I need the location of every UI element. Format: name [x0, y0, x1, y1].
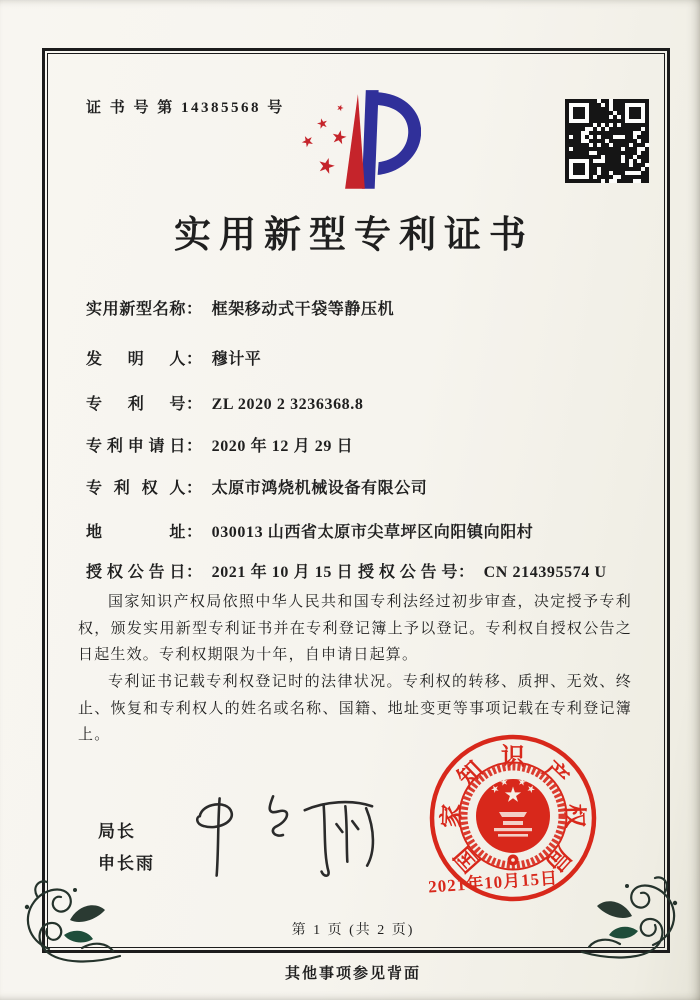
seal-date: 2021年10月15日 [427, 868, 559, 897]
logo-stars [300, 104, 348, 175]
colon: ： [186, 396, 203, 413]
colon: ： [458, 564, 475, 581]
seal-text-ring: 国 家 知 识 产 权 局 [439, 744, 587, 877]
signer-block [98, 816, 155, 881]
field-value: ZL 2020 2 3236368.8 [211, 396, 364, 413]
field-utility-model-name [86, 296, 394, 319]
field-address [86, 519, 533, 542]
colon: ： [186, 480, 203, 497]
field-label: 实用新型名称 [86, 301, 186, 318]
field-value: CN 214395574 U [483, 564, 607, 581]
page-number: 第 1 页 (共 2 页) [291, 923, 415, 938]
logo-p-bowl [376, 92, 421, 175]
field-value: 太原市鸿烧机械设备有限公司 [211, 480, 428, 497]
field-label: 专利申请日 [86, 438, 186, 455]
certificate-number: 证 书 号 第 14385568 号 [86, 100, 285, 116]
field-inventor [86, 346, 261, 369]
cnipa-logo-icon [283, 78, 421, 192]
qr-code [565, 99, 649, 183]
field-value: 穆计平 [211, 351, 262, 368]
field-label: 发明人 [86, 351, 186, 368]
field-value: 框架移动式干袋等静压机 [211, 301, 395, 318]
colon: ： [186, 438, 203, 455]
field-value: 2020 年 12 月 29 日 [211, 438, 354, 455]
field-value: 2021 年 10 月 15 日 [211, 564, 354, 581]
back-side-note: 其他事项参见背面 [284, 966, 421, 982]
colon: ： [186, 564, 203, 581]
colon: ： [186, 351, 203, 368]
logo-red-wedge [345, 94, 365, 189]
colon: ： [186, 301, 203, 318]
field-grant-publication-number [358, 559, 607, 582]
field-patent-number [86, 391, 363, 414]
field-grant-date [86, 559, 353, 582]
official-seal [424, 729, 602, 907]
field-label: 授权公告日 [86, 564, 186, 581]
certificate-title: 实用新型专利证书 [174, 215, 534, 256]
logo-p-stem [362, 90, 379, 189]
legal-paragraph-2: 专利证书记载专利权登记时的法律状况。专利权的转移、质押、无效、终止、恢复和专利权人的姓名或名称、国籍、地址变更等事项记载在专利登记簿上。 [78, 674, 632, 744]
field-patentee [86, 475, 427, 498]
field-value: 030013 山西省太原市尖草坪区向阳镇向阳村 [211, 524, 534, 541]
handwritten-signature [182, 786, 380, 881]
legal-paragraph-1: 国家知识产权局依照中华人民共和国专利法经过初步审查，决定授予专利权，颁发实用新型专利证书并在专利登记簿上予以登记。专利权自授权公告之日起生效。专利权期限为十年，自申请日起算。 [78, 594, 632, 664]
legal-text [78, 589, 632, 749]
field-label: 授权公告号 [358, 564, 458, 581]
colon: ： [186, 524, 203, 541]
field-label: 专利权人 [86, 480, 186, 497]
field-label: 专利号 [86, 396, 186, 413]
field-filing-date [86, 433, 353, 456]
field-label: 地址 [86, 524, 186, 541]
signer-title: 局长 [98, 822, 136, 841]
signer-name: 申长雨 [98, 854, 155, 874]
